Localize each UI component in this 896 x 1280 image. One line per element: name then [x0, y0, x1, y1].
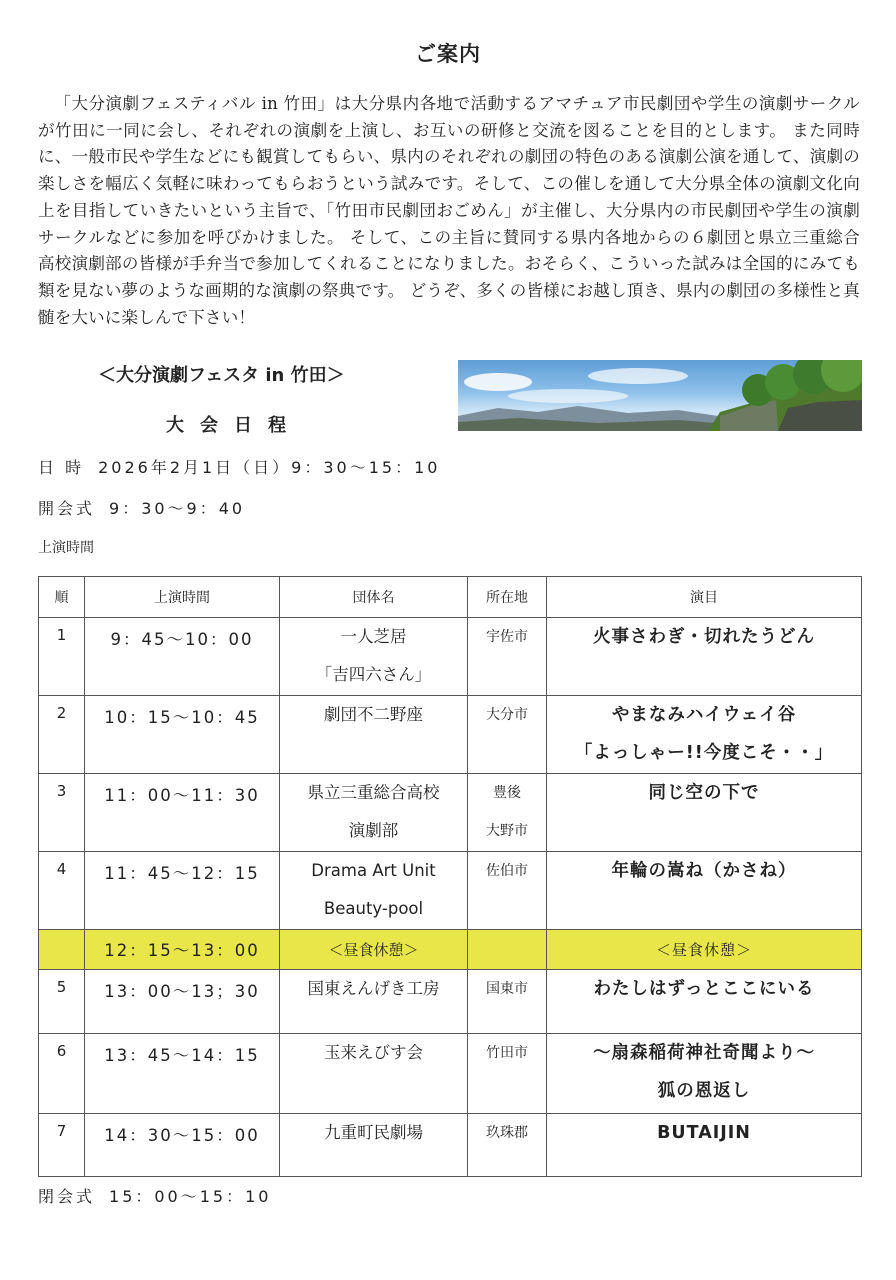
header-group: 団体名 — [280, 577, 468, 618]
row-location — [468, 696, 547, 774]
schedule-title: 大会日程 — [166, 415, 302, 436]
row-time: 12：15～13：00 — [85, 930, 280, 970]
group-line: Beauty-pool — [323, 899, 424, 918]
row-num: 1 — [39, 618, 85, 696]
closing-value: 15：00～15：10 — [109, 1187, 272, 1206]
group-line: 九重町民劇場 — [324, 1123, 423, 1142]
row-time: 10：15～10：45 — [85, 696, 280, 774]
title-line: 「よっしゃー!!今度こそ・・」 — [574, 743, 834, 763]
opening-value: 9：30～9：40 — [109, 499, 246, 518]
table-row — [39, 1114, 862, 1177]
row-title — [547, 774, 862, 852]
row-location — [468, 970, 547, 1034]
opening-line — [38, 496, 245, 519]
location-line: 大野市 — [486, 823, 528, 839]
row-location — [468, 618, 547, 696]
row-title — [547, 852, 862, 930]
location-line: 玖珠郡 — [486, 1125, 528, 1141]
page-title: ご案内 — [415, 41, 481, 66]
row-time: 11：00～11：30 — [85, 774, 280, 852]
date-label: 日 時 — [38, 458, 85, 477]
header-location: 所在地 — [468, 577, 547, 618]
row-num — [39, 930, 85, 970]
date-value: 2026年2月1日（日）9：30～15：10 — [98, 458, 441, 477]
row-group — [280, 970, 468, 1034]
header-time: 上演時間 — [85, 577, 280, 618]
location-line: 大分市 — [486, 707, 528, 723]
row-title — [547, 1034, 862, 1114]
festa-title: ＜大分演劇フェスタ in 竹田＞ — [98, 365, 345, 386]
row-time: 14：30～15：00 — [85, 1114, 280, 1177]
row-num: 4 — [39, 852, 85, 930]
location-line: 佐伯市 — [486, 863, 528, 879]
location-line: 国東市 — [486, 981, 528, 997]
title-line: 火事さわぎ・切れたうどん — [593, 627, 815, 647]
group-line: 一人芝居 — [340, 627, 407, 646]
row-location — [468, 852, 547, 930]
table-row-lunch — [39, 930, 862, 970]
row-group — [280, 774, 468, 852]
row-title — [547, 930, 862, 970]
closing-label: 閉会式 — [38, 1187, 96, 1206]
table-row — [39, 696, 862, 774]
intro-paragraph: 「大分演劇フェスティバル in 竹田」は大分県内各地で活動するアマチュア市民劇団や学生の演劇サークルが竹田に一同に会し、それぞれの演劇を上演し、お互いの研修と交流を図ることを目的とします。 また同時に、一般市民や学生などにも観賞してもらい、県内のそれぞれの劇団の特色のある演劇公演を通して、演劇の楽しさを幅広く気軽に味わってもらおうという試みです。そして、この催しを通して大分県全体の演劇文化向上を目指していきたいという主旨で、「竹田市民劇団おごめん」が主催し、大分県内の市民劇団や学生の演劇サークルなどに参加を呼びかけました。 そして、この主旨に賛同する県内各地からの６劇団と県立三重総合高校演劇部の皆様が手弁当で参加してくれることになりました。おそらく、こういった試みは全国的にみても類を見ない夢のような画期的な演劇の祭典です。 どうぞ、多くの皆様にお越し頂き、県内の劇団の多様性と真髄を大いに楽しんで下さい！ — [38, 94, 860, 327]
row-location — [468, 774, 547, 852]
row-location — [468, 1034, 547, 1114]
row-location — [468, 930, 547, 970]
title-line: やまなみハイウェイ谷 — [611, 705, 797, 725]
schedule-table — [38, 576, 862, 1177]
title-line: 狐の恩返し — [657, 1081, 751, 1101]
row-num: 2 — [39, 696, 85, 774]
location-line: 宇佐市 — [486, 629, 528, 645]
header-num: 順 — [39, 577, 85, 618]
title-line: わたしはずっとここにいる — [593, 979, 815, 999]
row-group — [280, 696, 468, 774]
closing-line — [38, 1184, 271, 1207]
row-group — [280, 1034, 468, 1114]
row-group — [280, 930, 468, 970]
date-line — [38, 455, 440, 478]
row-title — [547, 696, 862, 774]
row-time: 13：00～13；30 — [85, 970, 280, 1034]
table-row — [39, 852, 862, 930]
group-line: 玉来えびす会 — [324, 1043, 423, 1062]
group-line: 劇団不二野座 — [324, 705, 423, 724]
title-line: 年輪の嵩ね（かさね） — [611, 861, 797, 881]
header-title: 演目 — [547, 577, 862, 618]
title-line: ＜昼食休憩＞ — [655, 940, 752, 959]
group-line: ＜昼食休憩＞ — [328, 940, 419, 959]
opening-label: 開会式 — [38, 499, 96, 518]
title-line: ～扇森稲荷神社奇聞より～ — [593, 1043, 815, 1063]
row-time: 9：45～10：00 — [85, 618, 280, 696]
row-num: 7 — [39, 1114, 85, 1177]
group-line: 「吉四六さん」 — [315, 665, 432, 684]
row-time: 13：45～14：15 — [85, 1034, 280, 1114]
group-line: 演劇部 — [348, 821, 399, 840]
group-line: Drama Art Unit — [311, 861, 436, 880]
row-group — [280, 852, 468, 930]
row-title — [547, 970, 862, 1034]
row-num: 3 — [39, 774, 85, 852]
banner-photo — [458, 360, 862, 431]
row-group — [280, 618, 468, 696]
group-line: 国東えんげき工房 — [307, 979, 440, 998]
row-title — [547, 618, 862, 696]
table-row — [39, 970, 862, 1034]
row-num: 5 — [39, 970, 85, 1034]
table-row — [39, 618, 862, 696]
table-row — [39, 774, 862, 852]
title-line: BUTAIJIN — [657, 1123, 751, 1143]
row-title — [547, 1114, 862, 1177]
table-header-row — [39, 577, 862, 618]
location-line: 豊後 — [493, 785, 521, 801]
row-time: 11：45～12：15 — [85, 852, 280, 930]
table-row — [39, 1034, 862, 1114]
title-line: 同じ空の下で — [648, 783, 760, 803]
row-location — [468, 1114, 547, 1177]
performance-label: 上演時間 — [38, 540, 94, 556]
location-line: 竹田市 — [486, 1045, 528, 1061]
row-group — [280, 1114, 468, 1177]
row-num: 6 — [39, 1034, 85, 1114]
group-line: 県立三重総合高校 — [307, 783, 440, 802]
